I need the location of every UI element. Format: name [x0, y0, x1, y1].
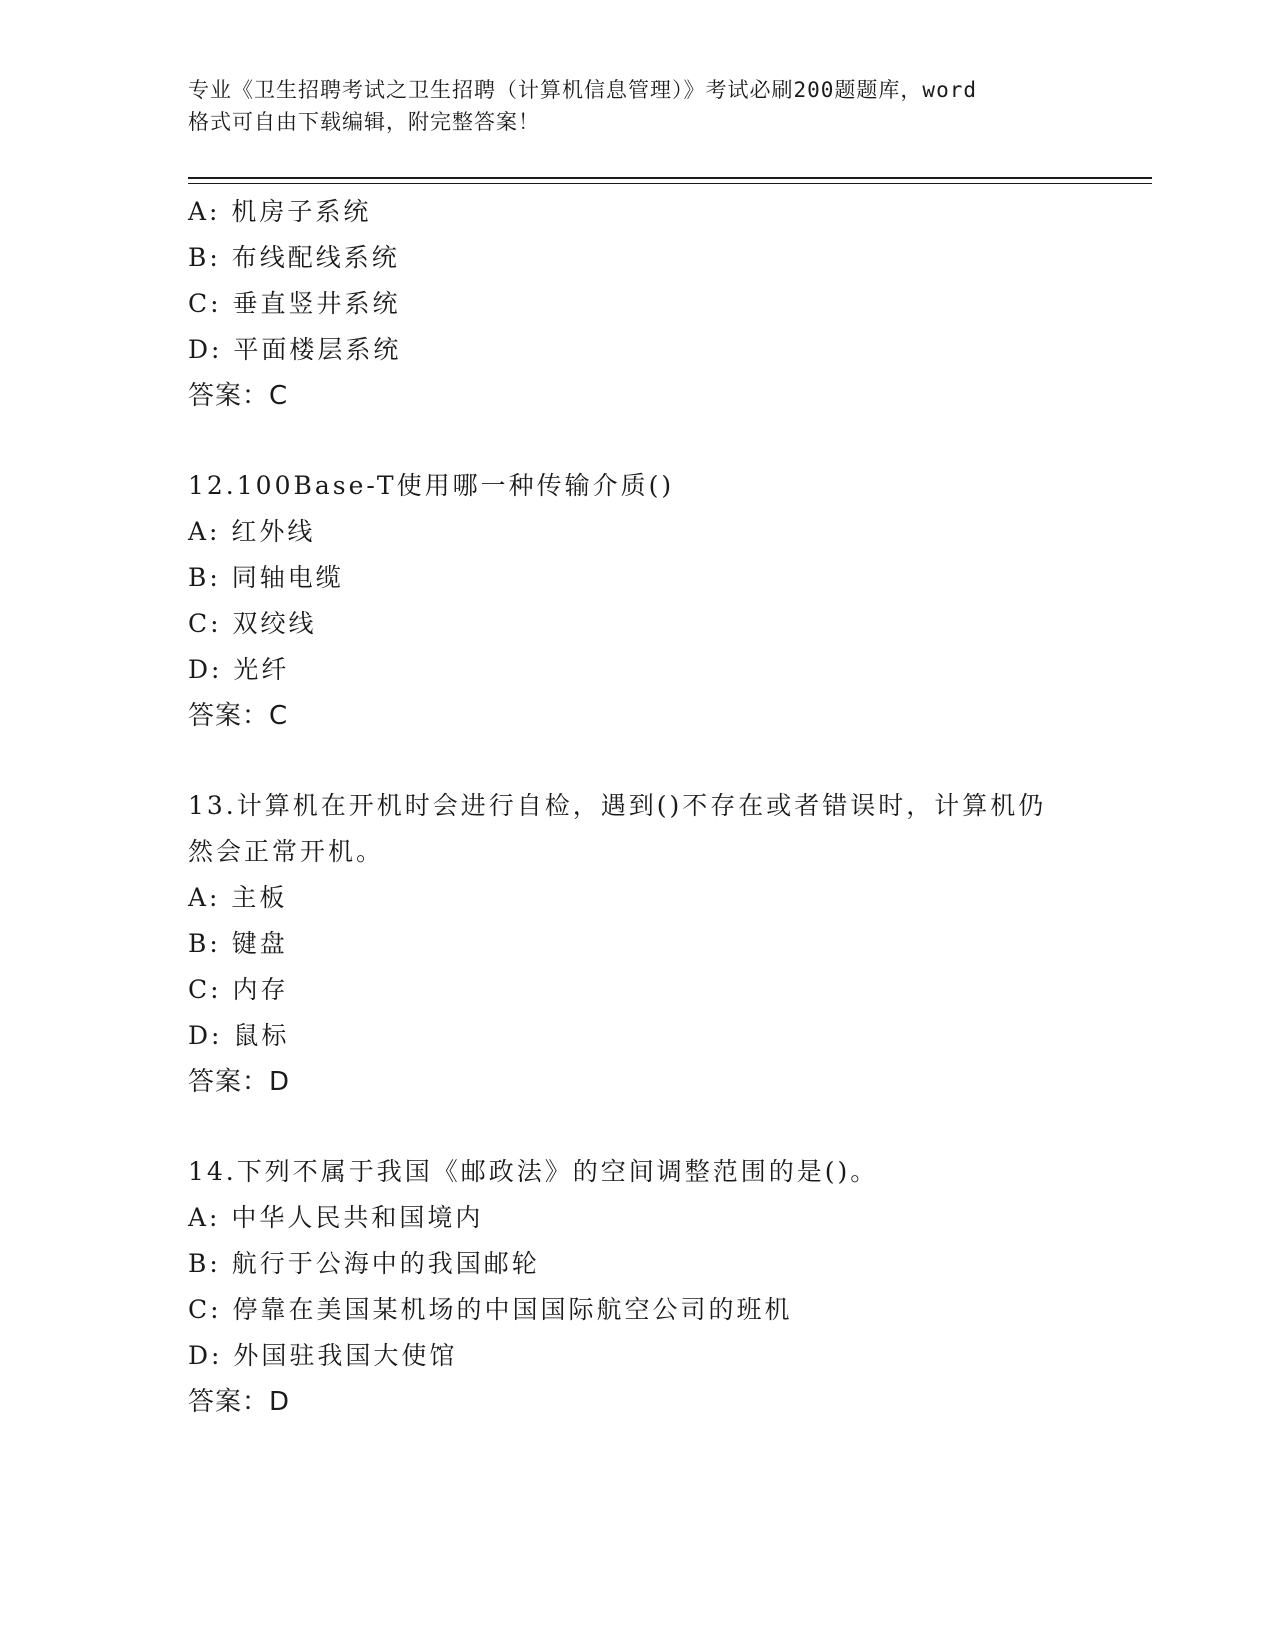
question-text: 14.下列不属于我国《邮政法》的空间调整范围的是()。 [188, 1157, 879, 1186]
option-b: B: 航行于公海中的我国邮轮 [188, 1249, 540, 1278]
option-b: B: 布线配线系统 [188, 243, 400, 272]
option-b: B: 同轴电缆 [188, 563, 344, 592]
option-c: C: 双绞线 [188, 609, 317, 638]
question-text-line-2: 然会正常开机。 [188, 837, 385, 866]
question-13-block [188, 783, 1088, 1105]
question-text: 12.100Base-T使用哪一种传输介质() [188, 471, 675, 500]
answer-label: 答案：D [188, 1387, 291, 1417]
option-c: C: 停靠在美国某机场的中国国际航空公司的班机 [188, 1295, 793, 1324]
option-a: A: 机房子系统 [188, 197, 372, 226]
question-14-block [188, 1149, 1088, 1425]
header-line-1: 专业《卫生招聘考试之卫生招聘（计算机信息管理）》考试必刷200题题库，word [188, 78, 977, 102]
option-a: A: 红外线 [188, 517, 316, 546]
header-line-2: 格式可自由下载编辑，附完整答案！ [188, 110, 540, 134]
question-text-line-1: 13.计算机在开机时会进行自检，遇到()不存在或者错误时，计算机仍 [188, 791, 1047, 820]
question-12-block [188, 463, 1088, 739]
option-b: B: 键盘 [188, 929, 288, 958]
option-d: D: 平面楼层系统 [188, 335, 402, 364]
answer-label: 答案：D [188, 1067, 291, 1097]
option-c: C: 垂直竖井系统 [188, 289, 401, 318]
document-header [188, 74, 1088, 138]
option-d: D: 鼠标 [188, 1021, 290, 1050]
option-d: D: 外国驻我国大使馆 [188, 1341, 458, 1370]
option-a: A: 中华人民共和国境内 [188, 1203, 484, 1232]
header-rule-thick [188, 177, 1152, 179]
question-content [188, 189, 1088, 1425]
option-c: C: 内存 [188, 975, 289, 1004]
header-rule-thin [188, 183, 1152, 184]
option-a: A: 主板 [188, 883, 288, 912]
answer-label: 答案：C [188, 701, 289, 731]
option-d: D: 光纤 [188, 655, 290, 684]
question-11-block [188, 189, 1088, 419]
answer-label: 答案：C [188, 381, 289, 411]
